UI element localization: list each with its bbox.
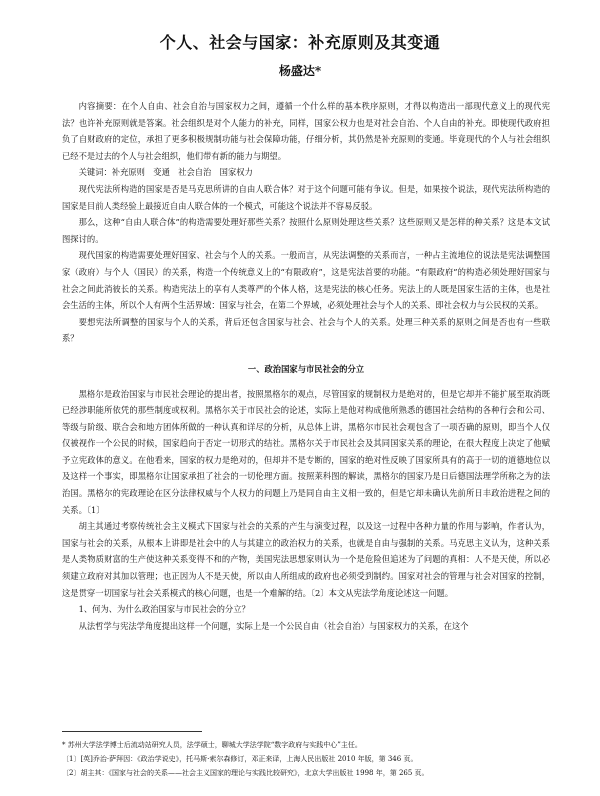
- paper-title: 个人、社会与国家：补充原则及其变通: [159, 33, 441, 52]
- footnote-divider: [62, 731, 202, 732]
- paper-body: [62, 98, 550, 634]
- footnote: * 苏州大学法学博士后流动站研究人员，法学硕士，聊城大学法学院“数字政府与实践中心”主任。: [62, 741, 362, 749]
- author-name: 杨盛达*: [278, 64, 322, 78]
- subsection-heading: 1、何为、为什么政治国家与市民社会的分立？: [78, 604, 250, 615]
- intro-paragraph: 要想宪法所调整的国家与个人的关系，背后还包含国家与社会、社会与个人的关系。处理三种关系的原则之间是否也有一些联系？: [62, 316, 550, 344]
- intro-paragraph: 那么，这种“自由人联合体”的构造需要处理好那些关系？按照什么原则处理这些关系？这些原则又是怎样的种关系？这是本文试图探讨的。: [62, 217, 550, 244]
- footnote: 〔1〕[英]乔治·萨拜因：《政治学说史》，托马斯·索尔森修订，邓正来译，上海人民出版社 2010 年版，第 346 页。: [62, 755, 418, 763]
- section-paragraph: 从法哲学与宪法学角度提出这样一个问题，实际上是一个公民自由（社会自治）与国家权力的关系，在这个: [78, 620, 469, 631]
- intro-paragraph: 现代宪法所构造的国家是否是马克思所讲的自由人联合体？对于这个问题可能有争议。但是，如果按个说法，现代宪法所构造的国家是目前人类经验上最接近自由人联合体的一个模式，可能这个说法并不容易反驳。: [62, 183, 550, 211]
- keywords: 关键词：补充原则 变通 社会自治 国家权力: [78, 167, 253, 178]
- section-heading: 一、政治国家与市民社会的分立: [247, 363, 365, 374]
- footnote: 〔2〕胡主其：《国家与社会的关系——社会主义国家的理论与实践比较研究》，北京大学出版社 1998 年，第 265 页。: [62, 769, 429, 777]
- intro-paragraph: 现代国家的构造需要处理好国家、社会与个人的关系。一般而言，从宪法调整的关系而言，一种占主流地位的说法是宪法调整国家（政府）与个人（国民）的关系，构造一个传统意义上的“有限政府”，这是宪法首要的功能。“有限政府”的构造必须处理好国家与社会之间此消彼长的关系。构造宪法上的享有人类尊严的个体人格，这是宪法的核心任务。宪法上的人既是国家生活的主体，也是社会生活的主体，所以个人有两个生活界域：国家与社会，在第二个界域，必须处理社会与个人的关系、即社会权力与公民权的关系。: [62, 250, 550, 311]
- section-paragraph: 胡主其通过考察传统社会主义模式下国家与社会的关系的产生与演变过程，以及这一过程中各种力量的作用与影响，作者认为，国家与社会的关系，从根本上讲即是社会中的人与其建立的政治权力的关系，也就是自由与强制的关系。马克思主义认为，这种关系是人类物质财富的生产使这种关系变得不和的产物，美国宪法思想家则认为一个是危险但追述为了问题的真相：人不是天使，所以必须建立政府对其加以管理；也正因为人不是天使，所以由人所组成的政府也必须受到制约。国家对社会的管理与社会对国家的控制，这是贯穿一切国家与社会关系模式的核心问题，也是一个难解的结。〔2〕本文从宪法学角度论述这一问题。: [62, 521, 550, 598]
- section-paragraph: 黑格尔是政治国家与市民社会理论的提出者，按照黑格尔的观点，尽管国家的规制权力是绝对的，但是它却并不能扩展至取消既已经涉职能所依凭的那些制度或权利。黑格尔关于市民社会的论述，实际上是他对构成他所熟悉的德国社会结构的各种行会和公司、等级与阶级、联合会和地方团体所做的一种认真和详尽的分析，从总体上讲，黑格尔市民社会观包含了一项否确的原则，即当个人仅仅被视作一个公民的时候，国家趋向于否定一切形式的结社。黑格尔关于市民社会及其同国家关系的理论，在很大程度上决定了他赋予立宪政体的意义。在他看来，国家的权力是绝对的，但却并不是专断的，国家的绝对性反映了国家所具有的高于一切的道德地位以及这样一个事实，即黑格尔让国家承担了社会的一切伦理方面。按照莱科图的解读，黑格尔的国家乃是日后德国法理学所称之为的法治国。黑格尔的宪政理论在区分法律权威与个人权力的问题上乃是同自由主义相一致的，但是它却未确认先前所日丰政治进程之间的关系。〔1〕: [62, 388, 550, 515]
- footnotes: [62, 738, 550, 780]
- abstract: 内容摘要：在个人自由、社会自治与国家权力之间，遵循一个什么样的基本秩序原则，才得以构造出一部现代意义上的现代宪法？也许补充原则就是答案。社会组织是对个人能力的补充，同样，国家公权力也是对社会自治、个人自由的补充。即使现代政府担负了自财政府的定位，承担了更多积极规制功能与社会保障功能，仔细分析，其仍然是补充原则的变通。毕竟现代的个人与社会组织已经不是过去的个人与社会组织，他们带有新的能力与期望。: [62, 101, 550, 161]
